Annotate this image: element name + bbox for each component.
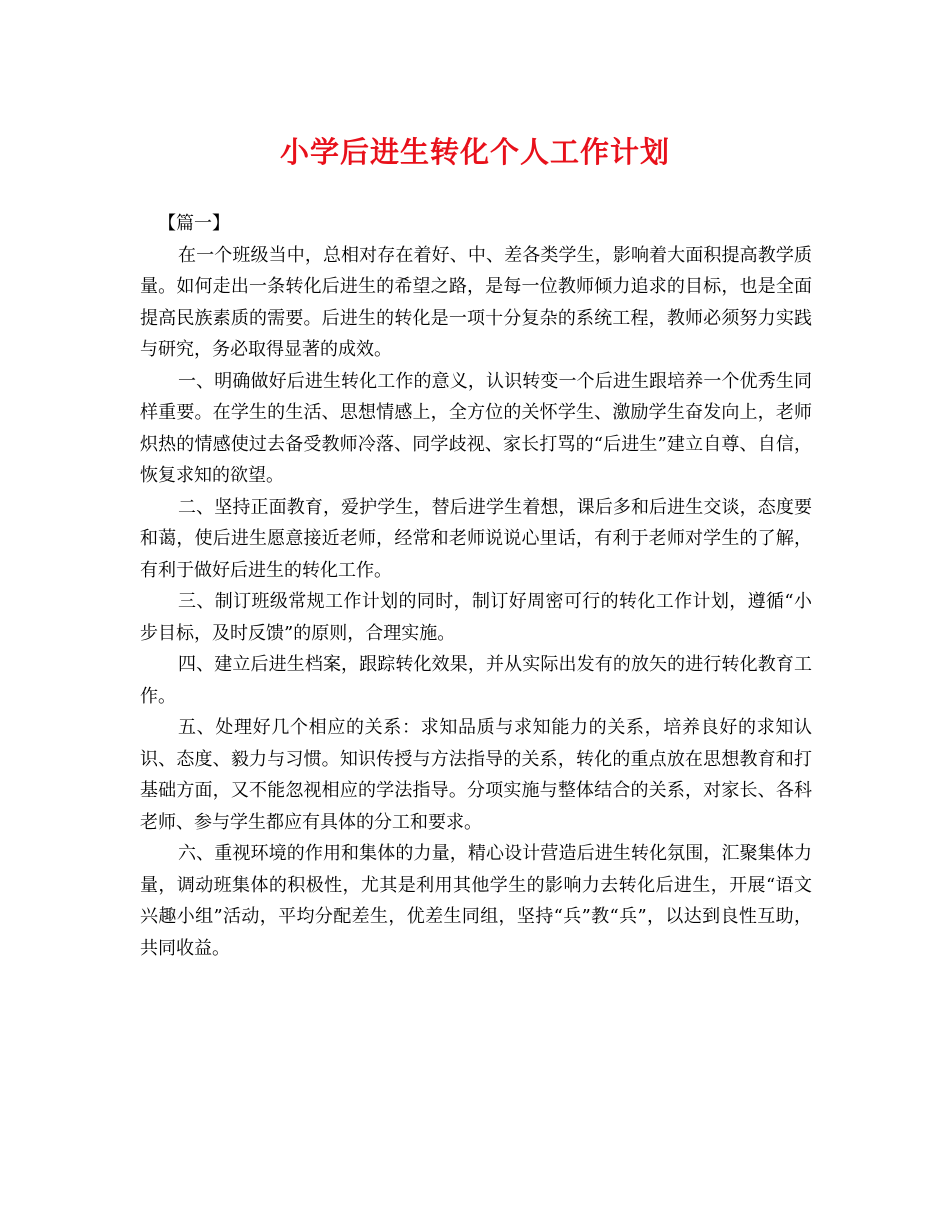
paragraph-item-1: 一、明确做好后进生转化工作的意义，认识转变一个后进生跟培养一个优秀生同样重要。在学生的生活、思想情感上，全方位的关怀学生、激励学生奋发向上，老师炽热的情感使过去备受教师冷落、同学歧视、家长打骂的“后进生”建立自尊、自信，恢复求知的欲望。 (140, 370, 812, 486)
paragraph-intro: 在一个班级当中，总相对存在着好、中、差各类学生，影响着大面积提高教学质量。如何走出一条转化后进生的希望之路，是每一位教师倾力追求的目标，也是全面提高民族素质的需要。后进生的转化是一项十分复杂的系统工程，教师必须努力实践与研究，务必取得显著的成效。 (140, 244, 812, 360)
document-body (140, 208, 812, 964)
section-label: 【篇一】 (158, 213, 230, 234)
document-title: 小学后进生转化个人工作计划 (279, 135, 670, 169)
paragraph-item-4: 四、建立后进生档案，跟踪转化效果，并从实际出发有的放矢的进行转化教育工作。 (140, 654, 812, 707)
paragraph-item-6: 六、重视环境的作用和集体的力量，精心设计营造后进生转化氛围，汇聚集体力量，调动班集体的积极性，尤其是利用其他学生的影响力去转化后进生，开展“语文兴趣小组”活动，平均分配差生，优差生同组，坚持“兵”教“兵”，以达到良性互助，共同收益。 (140, 843, 812, 959)
paragraph-item-3: 三、制订班级常规工作计划的同时，制订好周密可行的转化工作计划，遵循“小步目标，及时反馈”的原则，合理实施。 (140, 591, 812, 644)
paragraph-item-5: 五、处理好几个相应的关系：求知品质与求知能力的关系，培养良好的求知认识、态度、毅力与习惯。知识传授与方法指导的关系，转化的重点放在思想教育和打基础方面，又不能忽视相应的学法指导。分项实施与整体结合的关系，对家长、各科老师、参与学生都应有具体的分工和要求。 (140, 717, 812, 833)
paragraph-item-2: 二、坚持正面教育，爱护学生，替后进学生着想，课后多和后进生交谈，态度要和蔼，使后进生愿意接近老师，经常和老师说说心里话，有利于老师对学生的了解，有利于做好后进生的转化工作。 (140, 496, 812, 581)
